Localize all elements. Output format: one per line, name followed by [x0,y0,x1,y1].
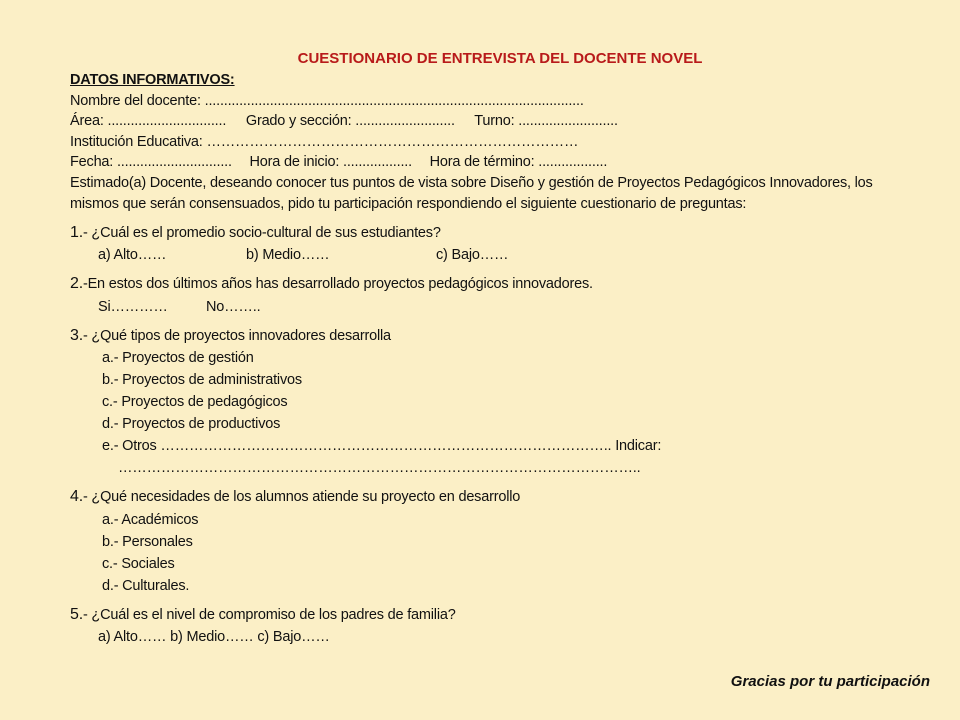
question-number: 3. [70,326,83,344]
question-1-answers [70,244,910,266]
option-d: d.- Proyectos de productivos [102,416,281,432]
question-5-answers: a) Alto…… b) Medio…… c) Bajo…… [98,629,330,645]
option-d: d.- Culturales. [102,577,190,594]
question-1 [70,222,910,245]
answer-no: No…….. [206,298,261,315]
question-number: 1. [70,223,83,241]
questionnaire [70,48,910,648]
fecha-row [70,152,910,173]
question-text: - ¿Qué necesidades de los alumnos atiende su proyecto en desarrollo [82,489,521,505]
question-3 [70,325,910,348]
option-a: a.- Proyectos de gestión [102,350,254,366]
answer-medio: b) Medio…… [246,247,330,263]
turno-field: Turno: .......................... [474,113,618,129]
page-title: CUESTIONARIO DE ENTREVISTA DEL DOCENTE NOVEL [297,50,703,67]
question-number: 2. [70,275,83,292]
question-number: 5. [70,605,83,623]
question-text: -En estos dos últimos años has desarrollado proyectos pedagógicos innovadores. [82,276,593,292]
datos-heading: DATOS INFORMATIVOS: [70,72,235,88]
thanks-note: Gracias por tu participación [730,673,930,690]
indicar-line: ……………………………………………………………………………………………….. [118,460,641,476]
nombre-field: Nombre del docente: ................................................................................................... [70,92,584,109]
option-c: c.- Proyectos de pedagógicos [102,394,288,410]
option-b: b.- Personales [102,533,193,550]
question-text: - ¿Cuál es el promedio socio-cultural de sus estudiantes? [82,224,441,241]
grado-field: Grado y sección: .......................... [245,113,455,129]
question-text: - ¿Qué tipos de proyectos innovadores desarrolla [82,327,391,344]
option-a: a.- Académicos [102,511,199,528]
area-field: Área: ............................... [70,113,227,129]
hora-termino-field: Hora de término: .................. [429,154,608,170]
option-c: c.- Sociales [102,555,175,572]
intro-paragraph: Estimado(a) Docente, deseando conocer tus puntos de vista sobre Diseño y gestión de Proyectos Pedagógicos Innovadores, los mismos que serán consensuados, pido tu participación respondiendo el siguiente cuestionario de preguntas: [70,174,873,212]
answer-bajo: c) Bajo…… [436,247,509,263]
fecha-field: Fecha: .............................. [70,154,232,170]
answer-si: Si………… [98,298,168,315]
hora-inicio-field: Hora de inicio: .................. [249,154,412,170]
area-row [70,111,910,132]
question-text: - ¿Cuál es el nivel de compromiso de los padres de familia? [82,606,456,623]
question-2-answers [70,296,910,318]
question-number: 4. [70,488,83,505]
question-5 [70,604,910,627]
answer-alto: a) Alto…… [98,247,167,263]
option-e: e.- Otros ………………………………………………………………………………….. Indicar: [102,438,662,454]
option-b: b.- Proyectos de administrativos [102,372,302,388]
institucion-field: Institución Educativa: …………………………………………………………………… [70,133,579,150]
question-4 [70,486,910,509]
question-2 [70,273,910,296]
